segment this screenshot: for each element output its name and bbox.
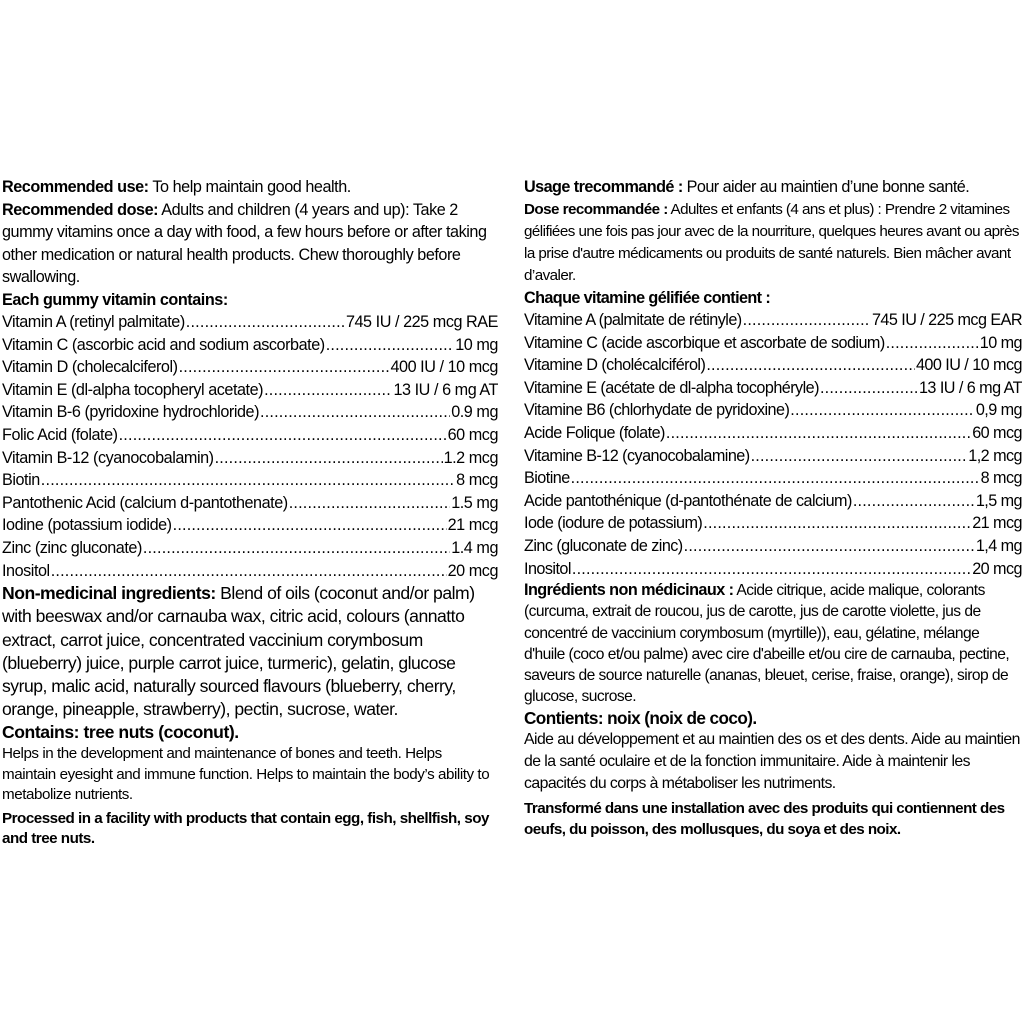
ingredient-amount: 1,2 mcg — [968, 446, 1022, 465]
usage-recommande-label: Usage trecommandé : — [524, 178, 683, 196]
ingredient-amount: 13 IU / 6 mg AT — [393, 380, 498, 399]
ingredient-row — [2, 379, 498, 402]
ingredient-list — [524, 309, 1022, 580]
recommended-use-text: To help maintain good health. — [148, 178, 351, 196]
ingredient-amount: 21 mcg — [972, 514, 1022, 533]
english-column — [2, 176, 498, 850]
ingredient-amount: 1,5 mg — [975, 491, 1022, 510]
ingredient-amount: 1,4 mg — [975, 536, 1022, 555]
dot-leader — [743, 309, 871, 332]
ingredient-name: Vitamine A (palmitate de rétinyle) — [524, 311, 742, 329]
non-medicinal-ingredients — [2, 582, 498, 721]
dot-leader — [790, 399, 975, 422]
dot-leader — [289, 492, 451, 515]
ingredient-name: Zinc (zinc gluconate) — [2, 538, 142, 557]
ingredients-non-medicinaux — [524, 580, 1022, 707]
ingredient-name: Vitamin E (dl-alpha tocopheryl acetate) — [2, 380, 264, 399]
ingredient-amount: 13 IU / 6 mg AT — [918, 378, 1022, 397]
ingredient-row — [524, 558, 1022, 581]
ingredient-row — [2, 424, 498, 447]
ingredient-row — [2, 492, 498, 515]
ingredient-row — [524, 399, 1022, 422]
dot-leader — [264, 379, 392, 402]
ingredient-row — [524, 377, 1022, 400]
ingredient-name: Vitamin A (retinyl palmitate) — [2, 313, 185, 331]
ingredient-row — [524, 309, 1022, 332]
usage-recommande — [524, 176, 1022, 199]
ingredient-name: Inositol — [2, 561, 50, 580]
dot-leader — [119, 424, 447, 447]
ingredient-amount: 21 mcg — [447, 516, 498, 535]
ingredient-name: Iodine (potassium iodide) — [2, 516, 172, 535]
ingredient-name: Inositol — [524, 559, 571, 578]
dot-leader — [703, 512, 971, 535]
ingredient-row — [524, 445, 1022, 468]
ingredient-row — [2, 311, 498, 334]
ingredient-name: Iode (iodure de potassium) — [524, 514, 703, 533]
ingredient-row — [2, 514, 498, 537]
non-medicinaux-label: Ingrédients non médicinaux : — [524, 581, 734, 600]
dot-leader — [571, 467, 980, 490]
dot-leader — [326, 334, 455, 357]
ingredient-row — [524, 332, 1022, 355]
ingredient-amount: 20 mcg — [972, 559, 1022, 578]
dot-leader — [706, 354, 915, 377]
ingredient-list — [2, 311, 498, 582]
ingredient-amount: 0.9 mg — [451, 403, 498, 422]
dot-leader — [572, 558, 971, 581]
dot-leader — [666, 422, 971, 445]
contient-heading: Chaque vitamine gélifiée contient : — [524, 288, 771, 307]
non-medicinal-label: Non-medicinal ingredients: — [2, 583, 216, 604]
ingredient-name: Acide pantothénique (d-pantothénate de calcium) — [524, 491, 852, 510]
ingredient-name: Vitamine C (acide ascorbique et ascorbate de sodium) — [524, 333, 885, 352]
ingredient-name: Vitamine B-12 (cyanocobalamine) — [524, 446, 750, 465]
usage-recommande-text: Pour aider au maintien d’une bonne santé. — [682, 178, 970, 196]
ingredient-row — [2, 537, 498, 560]
dose-recommandee-label: Dose recommandée : — [524, 200, 668, 218]
recommended-dose-label: Recommended dose: — [2, 200, 159, 219]
dot-leader — [215, 447, 443, 470]
avertissement-installation: Transformé dans une installation avec des produits qui contiennent des oeufs, du poisson, des mollusques, du soya et des noix. — [524, 800, 1005, 839]
ingredient-row — [524, 512, 1022, 535]
facility-warning: Processed in a facility with products that contain egg, fish, shellfish, soy and tree nuts. — [2, 809, 489, 848]
ingredient-name: Zinc (gluconate de zinc) — [524, 536, 683, 555]
ingredient-amount: 0,9 mg — [975, 401, 1022, 420]
dose-recommandee-text: Adultes et enfants (4 ans et plus) : Prendre 2 vitamines gélifiées une fois pas jour avec de la nourriture, quelques heures avant ou après la prise d'autre médicaments ou produits de santé naturels. Bien mâcher avant d’avaler. — [524, 200, 1019, 284]
dose-recommandee — [524, 199, 1022, 287]
french-column — [524, 176, 1022, 840]
recommended-dose — [2, 199, 498, 289]
ingredient-row — [2, 401, 498, 424]
ingredient-row — [2, 356, 498, 379]
non-medicinaux-text: Acide citrique, acide malique, colorants (curcuma, extrait de roucou, jus de carotte, jus de carotte violette, jus de concentré de vaccinium corymbosum (myrtille)), eau, gélatine, mélange d'huile (coco et/ou palme) avec cire d'abeille et/ou cire de carnauba, pectine, saveurs de source naturelle (ananas, bleuet, cerise, fraise, orange), sirop de glucose, sucrose. — [524, 582, 1010, 706]
ingredient-amount: 1.4 mg — [451, 538, 498, 557]
allergen-statement: Contains: tree nuts (coconut). — [2, 722, 239, 743]
ingredient-amount: 60 mcg — [447, 425, 498, 444]
dot-leader — [186, 311, 345, 334]
ingredient-row — [524, 422, 1022, 445]
allegations-sante: Aide au développement et au maintien des os et des dents. Aide au maintien de la santé oculaire et de la fonction immunitaire. Aide à maintenir les capacités du corps à métaboliser les nutriments. — [524, 731, 1020, 793]
ingredient-name: Pantothenic Acid (calcium d-pantothenate) — [2, 493, 288, 512]
ingredient-amount: 20 mcg — [447, 561, 498, 580]
ingredient-amount: 400 IU / 10 mcg — [915, 356, 1022, 375]
ingredient-row — [2, 560, 498, 583]
ingredient-name: Acide Folique (folate) — [524, 423, 665, 442]
recommended-dose-text: Adults and children (4 years and up): Take 2 gummy vitamins once a day with food, a few hours before or after taking other medication or natural health products. Chew thoroughly before swallowing. — [2, 200, 487, 286]
ingredient-amount: 60 mcg — [972, 423, 1022, 442]
ingredient-name: Vitamin B-6 (pyridoxine hydrochloride) — [2, 403, 260, 422]
ingredient-amount: 400 IU / 10 mcg — [390, 358, 498, 377]
dot-leader — [853, 490, 975, 513]
ingredient-row — [524, 490, 1022, 513]
dot-leader — [684, 535, 975, 558]
ingredient-row — [2, 447, 498, 470]
ingredient-name: Vitamine B6 (chlorhydate de pyridoxine) — [524, 401, 790, 420]
dot-leader — [173, 514, 447, 537]
non-medicinal-text: Blend of oils (coconut and/or palm) with beeswax and/or carnauba wax, citric acid, colours (annatto extract, carrot juice, concentrated vaccinium corymbosum (blueberry) juice, purple carrot juice, turmeric), gelatin, glucose syrup, malic acid, naturally sourced flavours (blueberry, cherry, orange, pineapple, strawberry), pectin, sucrose, water. — [2, 583, 475, 720]
allergen-statement: Contients: noix (noix de coco). — [524, 708, 757, 729]
dot-leader — [51, 560, 447, 583]
contains-heading: Each gummy vitamin contains: — [2, 290, 228, 309]
dot-leader — [260, 401, 450, 424]
ingredient-name: Vitamine E (acétate de dl-alpha tocophéryle) — [524, 378, 819, 397]
health-claims: Helps in the development and maintenance of bones and teeth. Helps maintain eyesight and immune function. Helps to maintain the body’s ability to metabolize nutrients. — [2, 745, 490, 804]
ingredient-amount: 1.2 mcg — [443, 448, 498, 467]
ingredient-name: Vitamin C (ascorbic acid and sodium ascorbate) — [2, 335, 325, 354]
dot-leader — [143, 537, 450, 560]
ingredient-name: Vitamin D (cholecalciferol) — [2, 358, 178, 377]
ingredient-name: Biotine — [524, 469, 570, 488]
ingredient-amount: 10 mg — [455, 335, 498, 354]
ingredient-amount: 10 mg — [979, 333, 1022, 352]
dot-leader — [179, 356, 390, 379]
ingredient-row — [524, 467, 1022, 490]
dot-leader — [41, 469, 455, 492]
ingredient-name: Folic Acid (folate) — [2, 425, 118, 444]
ingredient-amount: 1.5 mg — [451, 493, 498, 512]
ingredient-row — [2, 469, 498, 492]
ingredient-name: Vitamine D (cholécalciférol) — [524, 356, 706, 375]
ingredient-name: Vitamin B-12 (cyanocobalamin) — [2, 448, 214, 467]
ingredient-amount: 745 IU / 225 mcg RAE — [345, 313, 498, 331]
ingredient-amount: 8 mcg — [456, 471, 498, 490]
ingredient-row — [524, 354, 1022, 377]
recommended-use — [2, 176, 498, 199]
ingredient-amount: 8 mcg — [980, 469, 1022, 488]
ingredient-name: Biotin — [2, 471, 40, 490]
ingredient-row — [524, 535, 1022, 558]
dot-leader — [751, 445, 968, 468]
recommended-use-label: Recommended use: — [2, 178, 149, 196]
ingredient-row — [2, 334, 498, 357]
dot-leader — [820, 377, 918, 400]
ingredient-amount: 745 IU / 225 mcg EAR — [871, 311, 1022, 329]
dot-leader — [886, 332, 979, 355]
